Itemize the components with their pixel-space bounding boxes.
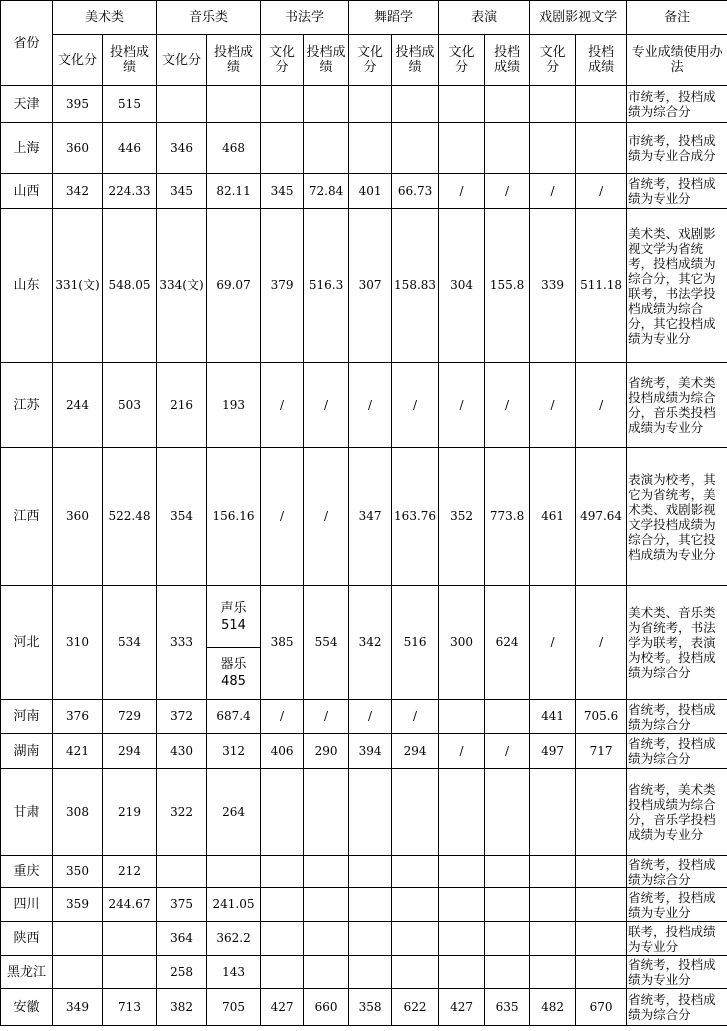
header-culture: 文化 分 <box>261 35 304 86</box>
admission-score-cell: 69.07 <box>207 209 261 363</box>
admission-score-cell: 163.76 <box>392 448 439 586</box>
admission-score-cell <box>485 956 530 989</box>
admission-score-cell <box>392 86 439 123</box>
admission-score-cell <box>485 922 530 956</box>
culture-score-cell: 376 <box>53 700 103 734</box>
admission-score-cell: 660 <box>304 989 349 1026</box>
admission-score-cell: 156.16 <box>207 448 261 586</box>
culture-score-cell: 461 <box>530 448 576 586</box>
header-note: 备注 <box>627 1 727 35</box>
culture-score-cell: 354 <box>157 448 207 586</box>
culture-score-cell: 421 <box>53 734 103 769</box>
admission-score-cell: / <box>576 586 627 700</box>
culture-score-cell <box>439 922 485 956</box>
admission-score-cell: 554 <box>304 586 349 700</box>
admission-score-cell <box>485 123 530 174</box>
culture-score-cell: 430 <box>157 734 207 769</box>
table-row <box>1 363 727 448</box>
split-score-cell <box>207 586 261 700</box>
admission-score-cell: 624 <box>485 586 530 700</box>
admission-score-cell: 516.3 <box>304 209 349 363</box>
province-cell: 甘肃 <box>1 769 53 856</box>
header-admission: 投档成 绩 <box>392 35 439 86</box>
culture-score-cell: 427 <box>439 989 485 1026</box>
culture-score-cell <box>349 769 392 856</box>
culture-score-cell: 346 <box>157 123 207 174</box>
admission-score-cell: / <box>392 700 439 734</box>
admission-score-cell <box>103 922 157 956</box>
admission-score-cell: 516 <box>392 586 439 700</box>
admission-score-cell <box>576 956 627 989</box>
note-cell: 美术类、戏剧影视文学为省统考，投档成绩为综合分，其它为联考，书法学投档成绩为综合分，其它投档成绩为专业分 <box>627 209 727 363</box>
culture-score-cell <box>349 123 392 174</box>
culture-score-cell <box>349 888 392 922</box>
culture-score-cell <box>349 856 392 888</box>
instrumental-score: 器乐 485 <box>220 657 247 689</box>
table-row <box>1 123 727 174</box>
admission-score-cell: 468 <box>207 123 261 174</box>
admission-score-cell: 670 <box>576 989 627 1026</box>
culture-score-cell: 379 <box>261 209 304 363</box>
culture-score-cell: 345 <box>157 174 207 209</box>
culture-score-cell <box>261 856 304 888</box>
admission-score-cell: / <box>576 174 627 209</box>
culture-score-cell: 345 <box>261 174 304 209</box>
admission-score-cell: 212 <box>103 856 157 888</box>
culture-score-cell: / <box>439 174 485 209</box>
admission-score-cell <box>304 86 349 123</box>
table-row <box>1 700 727 734</box>
culture-score-cell: 394 <box>349 734 392 769</box>
culture-score-cell: / <box>530 363 576 448</box>
culture-score-cell: 497 <box>530 734 576 769</box>
header-admission: 投档成 绩 <box>207 35 261 86</box>
culture-score-cell: / <box>439 363 485 448</box>
admission-score-cell: 158.83 <box>392 209 439 363</box>
header-category: 音乐类 <box>157 1 261 35</box>
province-cell: 黑龙江 <box>1 956 53 989</box>
admission-score-cell <box>304 769 349 856</box>
header-culture: 文化分 <box>53 35 103 86</box>
table-row <box>1 86 727 123</box>
province-cell: 上海 <box>1 123 53 174</box>
admission-score-cell: 294 <box>103 734 157 769</box>
culture-score-cell: 406 <box>261 734 304 769</box>
table-row <box>1 888 727 922</box>
admission-score-cell <box>304 888 349 922</box>
culture-score-cell: 349 <box>53 989 103 1026</box>
header-province: 省份 <box>1 1 53 86</box>
admission-score-cell: / <box>485 363 530 448</box>
culture-score-cell <box>349 956 392 989</box>
header-admission: 投档成 绩 <box>304 35 349 86</box>
culture-score-cell: 358 <box>349 989 392 1026</box>
culture-score-cell <box>53 956 103 989</box>
culture-score-cell <box>261 956 304 989</box>
culture-score-cell: / <box>530 174 576 209</box>
admission-score-cell <box>485 86 530 123</box>
culture-score-cell: 427 <box>261 989 304 1026</box>
culture-score-cell: 244 <box>53 363 103 448</box>
admission-score-cell <box>392 922 439 956</box>
note-cell: 省统考，投档成绩为专业分 <box>627 888 727 922</box>
admission-score-cell: 219 <box>103 769 157 856</box>
culture-score-cell: 441 <box>530 700 576 734</box>
culture-score-cell <box>439 86 485 123</box>
admission-score-cell <box>207 856 261 888</box>
note-cell: 美术类、音乐类为省统考，书法学为联考，表演为校考。投档成绩为综合分 <box>627 586 727 700</box>
table-row <box>1 769 727 856</box>
admission-score-cell <box>576 856 627 888</box>
admission-score-cell <box>304 922 349 956</box>
admission-score-cell: 522.48 <box>103 448 157 586</box>
admission-score-cell <box>304 123 349 174</box>
culture-score-cell: 372 <box>157 700 207 734</box>
table-row <box>1 922 727 956</box>
table-row <box>1 174 727 209</box>
admission-score-cell: 503 <box>103 363 157 448</box>
admission-score-cell: 155.8 <box>485 209 530 363</box>
culture-score-cell: 364 <box>157 922 207 956</box>
culture-score-cell: / <box>261 700 304 734</box>
culture-score-cell <box>530 956 576 989</box>
admission-score-cell <box>103 956 157 989</box>
header-category: 戏剧影视文学 <box>530 1 627 35</box>
admission-score-cell: / <box>485 734 530 769</box>
culture-score-cell: / <box>349 363 392 448</box>
admission-score-cell <box>392 956 439 989</box>
province-cell: 河北 <box>1 586 53 700</box>
admission-score-cell <box>485 769 530 856</box>
culture-score-cell: 258 <box>157 956 207 989</box>
culture-score-cell: 385 <box>261 586 304 700</box>
header-category: 表演 <box>439 1 530 35</box>
culture-score-cell: 342 <box>349 586 392 700</box>
culture-score-cell <box>157 86 207 123</box>
province-cell: 山西 <box>1 174 53 209</box>
culture-score-cell: / <box>261 363 304 448</box>
header-note-sub: 专业成绩使用办法 <box>627 35 727 86</box>
table-row <box>1 734 727 769</box>
admission-score-cell: 446 <box>103 123 157 174</box>
culture-score-cell: 360 <box>53 123 103 174</box>
note-cell: 省统考，投档成绩为综合分 <box>627 989 727 1026</box>
admission-score-cell: 241.05 <box>207 888 261 922</box>
culture-score-cell: 310 <box>53 586 103 700</box>
admission-score-cell: 687.4 <box>207 700 261 734</box>
admission-score-cell <box>576 123 627 174</box>
culture-score-cell <box>439 123 485 174</box>
admission-score-cell <box>576 86 627 123</box>
header-category: 美术类 <box>53 1 157 35</box>
culture-score-cell: 322 <box>157 769 207 856</box>
admission-score-cell: 622 <box>392 989 439 1026</box>
admission-score-cell <box>392 856 439 888</box>
province-cell: 山东 <box>1 209 53 363</box>
admission-score-cell: 511.18 <box>576 209 627 363</box>
vocal-score: 声乐 514 <box>207 587 260 648</box>
table-row <box>1 586 727 700</box>
culture-score-cell <box>261 922 304 956</box>
admission-score-cell: / <box>304 448 349 586</box>
table-body <box>1 86 727 1026</box>
admission-score-cell: 362.2 <box>207 922 261 956</box>
culture-score-cell <box>439 700 485 734</box>
note-cell: 表演为校考，其它为省统考，美术类、戏剧影视文学投档成绩为综合分，其它投档成绩为专业分 <box>627 448 727 586</box>
note-cell: 省统考，美术类投档成绩为综合分，音乐学投档成绩为专业分 <box>627 769 727 856</box>
culture-score-cell: 350 <box>53 856 103 888</box>
note-cell: 省统考，投档成绩为综合分 <box>627 700 727 734</box>
admission-score-cell <box>576 769 627 856</box>
header-culture: 文化 分 <box>530 35 576 86</box>
culture-score-cell <box>530 769 576 856</box>
admission-score-cell: 635 <box>485 989 530 1026</box>
admission-score-cell: / <box>576 363 627 448</box>
admission-score-cell: 143 <box>207 956 261 989</box>
header-culture: 文化 分 <box>349 35 392 86</box>
note-cell: 省统考，投档成绩为综合分 <box>627 734 727 769</box>
culture-score-cell <box>530 922 576 956</box>
culture-score-cell: 331(文) <box>53 209 103 363</box>
culture-score-cell <box>530 888 576 922</box>
culture-score-cell <box>530 856 576 888</box>
note-cell: 市统考，投档成绩为综合分 <box>627 86 727 123</box>
header-admission: 投档 成绩 <box>485 35 530 86</box>
culture-score-cell <box>530 86 576 123</box>
culture-score-cell: 395 <box>53 86 103 123</box>
culture-score-cell <box>53 922 103 956</box>
culture-score-cell <box>439 769 485 856</box>
culture-score-cell <box>349 922 392 956</box>
admission-score-cell: 193 <box>207 363 261 448</box>
admission-score-cell: 244.67 <box>103 888 157 922</box>
culture-score-cell: 482 <box>530 989 576 1026</box>
admission-score-cell <box>485 856 530 888</box>
admission-score-cell <box>392 888 439 922</box>
table-row <box>1 956 727 989</box>
culture-score-cell: 342 <box>53 174 103 209</box>
admission-score-cell <box>304 956 349 989</box>
culture-score-cell: 216 <box>157 363 207 448</box>
header-admission: 投档 成绩 <box>576 35 627 86</box>
admission-score-cell: / <box>304 363 349 448</box>
culture-score-cell: 304 <box>439 209 485 363</box>
admission-score-cell: 312 <box>207 734 261 769</box>
admission-score-cell: 497.64 <box>576 448 627 586</box>
note-cell: 省统考，投档成绩为专业分 <box>627 956 727 989</box>
culture-score-cell <box>349 86 392 123</box>
header-category: 书法学 <box>261 1 349 35</box>
culture-score-cell: / <box>261 448 304 586</box>
province-cell: 江西 <box>1 448 53 586</box>
admission-score-cell <box>576 922 627 956</box>
culture-score-cell: 333 <box>157 586 207 700</box>
admission-score-cell: 713 <box>103 989 157 1026</box>
culture-score-cell: 382 <box>157 989 207 1026</box>
admission-score-cell <box>207 86 261 123</box>
table-row <box>1 209 727 363</box>
culture-score-cell: 300 <box>439 586 485 700</box>
note-cell: 省统考，投档成绩为专业分 <box>627 174 727 209</box>
admission-score-cell: 548.05 <box>103 209 157 363</box>
admission-score-cell: 224.33 <box>103 174 157 209</box>
culture-score-cell: / <box>530 586 576 700</box>
culture-score-cell: 347 <box>349 448 392 586</box>
culture-score-cell <box>439 856 485 888</box>
culture-score-cell: 339 <box>530 209 576 363</box>
admission-score-cell: 534 <box>103 586 157 700</box>
header-category: 舞蹈学 <box>349 1 439 35</box>
admission-score-cell: 294 <box>392 734 439 769</box>
culture-score-cell: / <box>349 700 392 734</box>
header-admission: 投档成 绩 <box>103 35 157 86</box>
province-cell: 四川 <box>1 888 53 922</box>
header-culture: 文化 分 <box>439 35 485 86</box>
province-cell: 河南 <box>1 700 53 734</box>
culture-score-cell <box>157 856 207 888</box>
admission-score-cell <box>392 123 439 174</box>
culture-score-cell <box>439 956 485 989</box>
admission-score-cell <box>485 700 530 734</box>
admission-score-cell <box>304 856 349 888</box>
culture-score-cell: / <box>439 734 485 769</box>
admission-score-cell: 72.84 <box>304 174 349 209</box>
admission-score-cell: / <box>304 700 349 734</box>
admission-score-cell <box>576 888 627 922</box>
culture-score-cell: 401 <box>349 174 392 209</box>
culture-score-cell <box>261 888 304 922</box>
admission-score-cell: 290 <box>304 734 349 769</box>
culture-score-cell <box>530 123 576 174</box>
header-culture: 文化分 <box>157 35 207 86</box>
culture-score-cell: 352 <box>439 448 485 586</box>
note-cell: 省统考，美术类投档成绩为综合分，音乐类投档成绩为专业分 <box>627 363 727 448</box>
admission-score-cell: 729 <box>103 700 157 734</box>
province-cell: 陕西 <box>1 922 53 956</box>
culture-score-cell <box>261 123 304 174</box>
table-row <box>1 448 727 586</box>
culture-score-cell: 307 <box>349 209 392 363</box>
culture-score-cell: 334(文) <box>157 209 207 363</box>
culture-score-cell <box>261 86 304 123</box>
admission-score-cell <box>392 769 439 856</box>
admission-score-cell: 717 <box>576 734 627 769</box>
admission-score-cell <box>485 888 530 922</box>
admission-score-cell: / <box>485 174 530 209</box>
admission-score-cell: 773.8 <box>485 448 530 586</box>
province-cell: 重庆 <box>1 856 53 888</box>
note-cell: 省统考，投档成绩为综合分 <box>627 856 727 888</box>
admission-score-cell: 705.6 <box>576 700 627 734</box>
culture-score-cell: 359 <box>53 888 103 922</box>
culture-score-cell <box>261 769 304 856</box>
culture-score-cell: 375 <box>157 888 207 922</box>
admission-score-cell: 705 <box>207 989 261 1026</box>
admission-score-cell: 515 <box>103 86 157 123</box>
note-cell: 联考，投档成绩为专业分 <box>627 922 727 956</box>
province-cell: 天津 <box>1 86 53 123</box>
culture-score-cell: 360 <box>53 448 103 586</box>
province-cell: 安徽 <box>1 989 53 1026</box>
header-row-subcolumns <box>1 35 727 86</box>
admission-score-cell: 82.11 <box>207 174 261 209</box>
note-cell: 市统考，投档成绩为专业合成分 <box>627 123 727 174</box>
culture-score-cell: 308 <box>53 769 103 856</box>
table-row <box>1 856 727 888</box>
admission-score-cell: 66.73 <box>392 174 439 209</box>
admission-score-cell: 264 <box>207 769 261 856</box>
province-cell: 湖南 <box>1 734 53 769</box>
table-row <box>1 989 727 1026</box>
culture-score-cell <box>439 888 485 922</box>
header-row-categories <box>1 1 727 35</box>
admission-score-cell: / <box>392 363 439 448</box>
province-cell: 江苏 <box>1 363 53 448</box>
